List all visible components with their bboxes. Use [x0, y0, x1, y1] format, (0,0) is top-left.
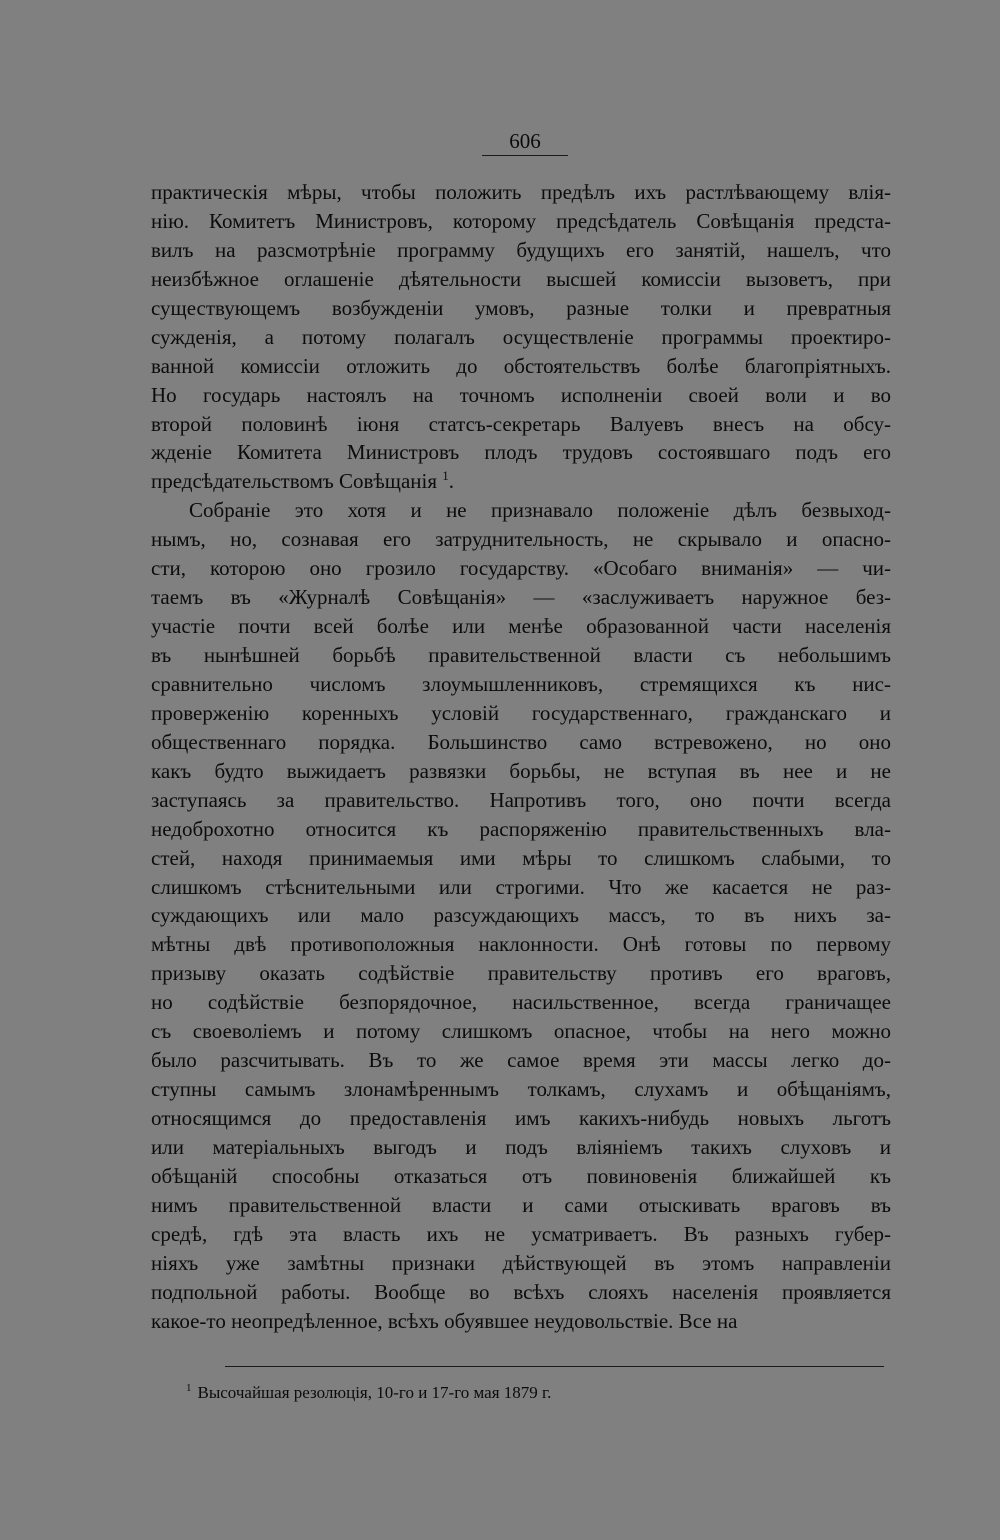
text-line [151, 1046, 891, 1075]
text-line-content: существующемъ возбужденіи умовъ, разные толки и превратныя [151, 295, 891, 320]
text-line [151, 1220, 891, 1249]
text-line-content: неизбѣжное оглашеніе дѣятельности высшей комиссіи вызоветъ, при [151, 266, 891, 291]
text-line [151, 1017, 891, 1046]
text-line-content: стей, находя принимаемыя ими мѣры то слишкомъ слабыми, то [151, 845, 891, 870]
text-line-content: было разсчитывать. Въ то же самое время эти массы легко до- [151, 1048, 891, 1073]
text-line [151, 525, 891, 554]
footnote [186, 1380, 886, 1406]
text-line-content: обѣщаній способны отказаться отъ повиновенія ближайшей къ [151, 1163, 891, 1188]
text-line-content: нымъ, но, сознавая его затруднительность, не скрывало и опасно- [151, 527, 891, 552]
text-line-content: сравнительно числомъ злоумышленниковъ, стремящихся къ нис- [151, 671, 891, 696]
text-line-content: вилъ на разсмотрѣніе программу будущихъ его занятій, нашелъ, что [151, 237, 891, 262]
text-line-content: суждающихъ или мало разсуждающихъ массъ, то въ нихъ за- [151, 903, 891, 928]
text-line [151, 901, 891, 930]
text-line-content: Собраніе это хотя и не признавало положеніе дѣлъ безвыход- [189, 498, 891, 523]
text-line [151, 1191, 891, 1220]
text-line [151, 1162, 891, 1191]
text-line-content: Но государь настоялъ на точномъ исполненіи своей воли и во [151, 382, 891, 407]
text-line [151, 1075, 891, 1104]
text-line-content: второй половинѣ іюня статсъ-секретарь Валуевъ внесъ на обсу- [151, 411, 891, 436]
footnote-reference: 1 [442, 468, 449, 484]
text-line [151, 699, 891, 728]
text-line [151, 1104, 891, 1133]
text-line-content: общественнаго порядка. Большинство само встревожено, но оно [151, 729, 891, 754]
text-line-content: слишкомъ стѣснительными или строгими. Что же касается не раз- [151, 874, 891, 899]
text-line-content: жденіе Комитета Министровъ плодъ трудовъ состоявшаго подъ его [151, 440, 891, 465]
text-line-content: нимъ правительственной власти и сами отыскивать враговъ въ [151, 1192, 891, 1217]
text-line-content: участіе почти всей болѣе или менѣе образованной части населенія [151, 614, 891, 639]
text-line-content: какое-то неопредѣленное, всѣхъ обуявшее неудовольствіе. Все на [151, 1308, 738, 1333]
text-line [151, 207, 891, 236]
text-line-content: ніяхъ уже замѣтны признаки дѣйствующей въ этомъ направленіи [151, 1250, 891, 1275]
text-line [151, 930, 891, 959]
text-line [151, 352, 891, 381]
paragraph [151, 496, 891, 1335]
text-line [151, 294, 891, 323]
text-line [151, 1133, 891, 1162]
text-line [151, 844, 891, 873]
text-line-content: ванной комиссіи отложить до обстоятельствъ болѣе благопріятныхъ. [151, 353, 891, 378]
text-line-content: таемъ въ «Журналѣ Совѣщанія» — «заслуживаетъ наружное без- [151, 585, 891, 610]
text-line [151, 410, 891, 439]
text-line [151, 178, 891, 207]
text-line [151, 467, 891, 496]
text-line [151, 815, 891, 844]
text-line-content: какъ будто выжидаетъ развязки борьбы, не вступая въ нее и не [151, 758, 891, 783]
text-line [151, 554, 891, 583]
text-line-content: недоброхотно относится къ распоряженію правительственныхъ вла- [151, 816, 891, 841]
text-line-content: но содѣйствіе безпорядочное, насильственное, всегда граничащее [151, 990, 891, 1015]
text-line [151, 873, 891, 902]
text-line [151, 265, 891, 294]
text-line [151, 236, 891, 265]
text-line [151, 959, 891, 988]
text-line-content: или матеріальныхъ выгодъ и подъ вліяніемъ такихъ слуховъ и [151, 1134, 891, 1159]
text-line [151, 641, 891, 670]
text-line-content: средѣ, гдѣ эта власть ихъ не усматриваетъ. Въ разныхъ губер- [151, 1221, 891, 1246]
paragraph [151, 178, 891, 496]
text-line [151, 612, 891, 641]
text-line-content: нію. Комитетъ Министровъ, которому предсѣдатель Совѣщанія предста- [151, 208, 891, 233]
text-line [151, 1278, 891, 1307]
text-line-content: съ своеволіемъ и потому слишкомъ опасное, чтобы на него можно [151, 1019, 891, 1044]
text-line [151, 1249, 891, 1278]
text-line [151, 323, 891, 352]
text-line [151, 757, 891, 786]
text-line-content: практическія мѣры, чтобы положить предѣлъ ихъ растлѣвающему влія- [151, 180, 891, 204]
text-line-content: проверженію коренныхъ условій государственнаго, гражданскаго и [151, 700, 891, 725]
text-line [151, 381, 891, 410]
page-number-underline [482, 155, 568, 156]
text-line-content: въ нынѣшней борьбѣ правительственной власти съ небольшимъ [151, 643, 891, 667]
end-punctuation: . [448, 469, 455, 494]
text-line [151, 728, 891, 757]
text-line-content: призыву оказать содѣйствіе правительству противъ его враговъ, [151, 961, 891, 986]
text-line-content: сти, которою оно грозило государству. «Особаго вниманія» — чи- [151, 556, 891, 581]
footnote-marker: 1 [186, 1382, 192, 1395]
text-line-content: ступны самымъ злонамѣреннымъ толкамъ, слухамъ и обѣщаніямъ, [151, 1077, 891, 1102]
text-line-content: подпольной работы. Вообще во всѣхъ слояхъ населенія проявляется [151, 1279, 891, 1304]
text-line [151, 583, 891, 612]
footnote-separator [225, 1366, 884, 1367]
text-line [151, 438, 891, 467]
text-line [151, 786, 891, 815]
text-line [151, 670, 891, 699]
text-line [151, 496, 891, 525]
text-line-content: заступаясь за правительство. Напротивъ того, оно почти всегда [151, 787, 891, 812]
page-number: 606 [509, 129, 541, 153]
text-line [151, 1307, 891, 1336]
text-line-content: предсѣдательствомъ Совѣщанія [151, 469, 438, 494]
text-line-content: сужденія, а потому полагалъ осуществленіе программы проектиро- [151, 324, 891, 349]
text-line-content: относящимся до предоставленія имъ какихъ-нибудь новыхъ льготъ [151, 1106, 891, 1130]
footnote-text: Высочайшая резолюція, 10-го и 17-го мая 1879 г. [197, 1383, 552, 1402]
text-line [151, 988, 891, 1017]
text-line-content: мѣтны двѣ противоположныя наклонности. Онѣ готовы по первому [151, 932, 891, 957]
body-text [151, 178, 891, 1336]
